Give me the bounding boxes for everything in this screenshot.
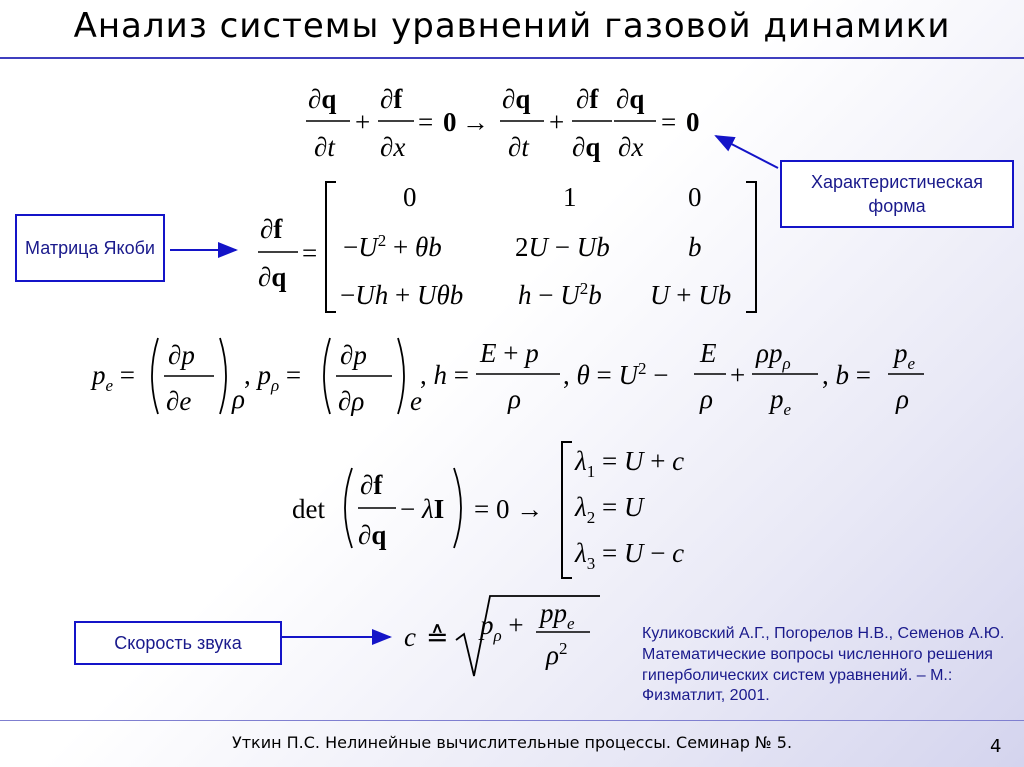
svg-text:=: = xyxy=(661,107,677,137)
page-number: 4 xyxy=(990,736,1002,757)
svg-text:, b =: , b = xyxy=(822,360,871,390)
svg-text:+: + xyxy=(549,107,565,137)
jacobian-matrix xyxy=(258,182,756,312)
svg-text:c: c xyxy=(404,622,416,652)
svg-text:=: = xyxy=(418,107,434,137)
slide-title: Анализ системы уравнений газовой динамики xyxy=(73,6,951,46)
svg-text:∂x: ∂x xyxy=(618,132,644,162)
svg-text:0: 0 xyxy=(686,107,700,137)
svg-text:b: b xyxy=(688,232,702,262)
eigenvalue-equation xyxy=(292,442,684,578)
svg-text:U + Ub: U + Ub xyxy=(650,280,732,310)
svg-text:∂q: ∂q xyxy=(616,84,645,114)
svg-text:, pρ =: , $p_\rho$ = xyxy=(244,360,302,395)
slide-footer: Уткин П.С. Нелинейные вычислительные процессы. Семинар № 5. xyxy=(231,733,793,752)
svg-text:pρ +: $p_\rho$ + xyxy=(480,610,524,645)
svg-text:0: 0 xyxy=(403,182,417,212)
svg-text:∂q: ∂q xyxy=(358,520,387,550)
svg-text:→: → xyxy=(462,107,489,137)
svg-text:E + p: E + p xyxy=(480,338,539,368)
svg-text:∂ρ: ∂ρ xyxy=(338,386,365,416)
svg-text:∂f: ∂f xyxy=(576,84,599,114)
sound-speed-equation xyxy=(404,596,600,676)
svg-text:det: det xyxy=(292,494,325,524)
svg-text:∂e: ∂e xyxy=(166,386,192,416)
svg-text:ρ: ρ xyxy=(700,384,713,414)
svg-text:−U2 + θb: $-U^2 + \theta b$ xyxy=(343,231,442,262)
footer-divider xyxy=(0,720,1024,721)
svg-text:1: 1 xyxy=(563,182,577,212)
svg-text:∂q: ∂q xyxy=(308,84,337,114)
svg-text:0: 0 xyxy=(443,107,457,137)
svg-text:∂t: ∂t xyxy=(314,132,335,162)
svg-text:∂q: ∂q xyxy=(502,84,531,114)
svg-text:∂q: ∂q xyxy=(572,132,601,162)
svg-text:e: e xyxy=(410,386,422,416)
svg-text:≙: ≙ xyxy=(426,622,449,652)
svg-text:pe: $p_e$ xyxy=(770,384,792,419)
sound-speed-label: Скорость звука xyxy=(114,632,242,653)
svg-text:∂t: ∂t xyxy=(508,132,529,162)
svg-text:ρpρ: $\rho p_\rho$ xyxy=(756,338,791,373)
svg-text:+: + xyxy=(355,107,371,137)
svg-text:ρ: ρ xyxy=(232,384,245,414)
svg-text:ppe: $pp_e$ xyxy=(540,598,575,633)
svg-text:ρ: ρ xyxy=(508,384,521,414)
svg-text:E: E xyxy=(700,338,717,368)
svg-text:∂f: ∂f xyxy=(380,84,403,114)
sound-speed-callout xyxy=(74,621,282,665)
conservation-equation xyxy=(306,84,700,162)
svg-text:λ2 = U: $\lambda_2 = U$ xyxy=(575,492,644,527)
svg-text:= 0 →: = 0 → xyxy=(474,494,544,524)
svg-text:−Uh + Uθb: −Uh + Uθb xyxy=(340,280,464,310)
svg-text:=: = xyxy=(302,238,318,268)
characteristic-form-label: Характеристическая форма xyxy=(811,171,983,216)
characteristic-form-callout xyxy=(780,160,1014,228)
reference-citation: Куликовский А.Г., Погорелов Н.В., Семенов А.Ю. Математические вопросы численного решения гиперболических систем уравнений. – М.: Физматлит, 2001. xyxy=(642,625,1005,705)
svg-text:pe =: $p_e$ = xyxy=(92,360,136,395)
jacobi-matrix-callout xyxy=(15,214,165,282)
svg-text:∂p: ∂p xyxy=(168,340,195,370)
svg-text:∂q: ∂q xyxy=(258,262,287,292)
svg-text:2U − Ub: 2U − Ub xyxy=(515,232,610,262)
svg-text:λ3 = U − c: $\lambda_3 = U - c$ xyxy=(575,538,685,573)
svg-text:0: 0 xyxy=(688,182,702,212)
svg-text:+: + xyxy=(730,360,746,390)
svg-text:, h =: , h = xyxy=(420,360,469,390)
svg-text:− λI: − λI xyxy=(400,494,445,524)
characteristic-arrow xyxy=(716,136,778,168)
svg-text:λ1 = U + c: $\lambda_1 = U + c$ xyxy=(575,446,685,481)
svg-text:pe: $p_e$ xyxy=(894,338,916,373)
svg-text:∂f: ∂f xyxy=(260,214,283,244)
jacobi-matrix-label: Матрица Якоби xyxy=(25,237,155,258)
svg-text:, θ = U2 −: , $\theta = U^2$ − xyxy=(563,359,669,390)
svg-text:∂x: ∂x xyxy=(380,132,406,162)
svg-text:ρ2: $\rho^2$ xyxy=(546,639,568,670)
definitions-equation xyxy=(90,338,924,419)
svg-text:ρ: ρ xyxy=(896,384,909,414)
svg-text:h − U2b: $h - U^2b$ xyxy=(518,279,602,310)
svg-text:∂p: ∂p xyxy=(340,340,367,370)
svg-text:∂f: ∂f xyxy=(360,470,383,500)
